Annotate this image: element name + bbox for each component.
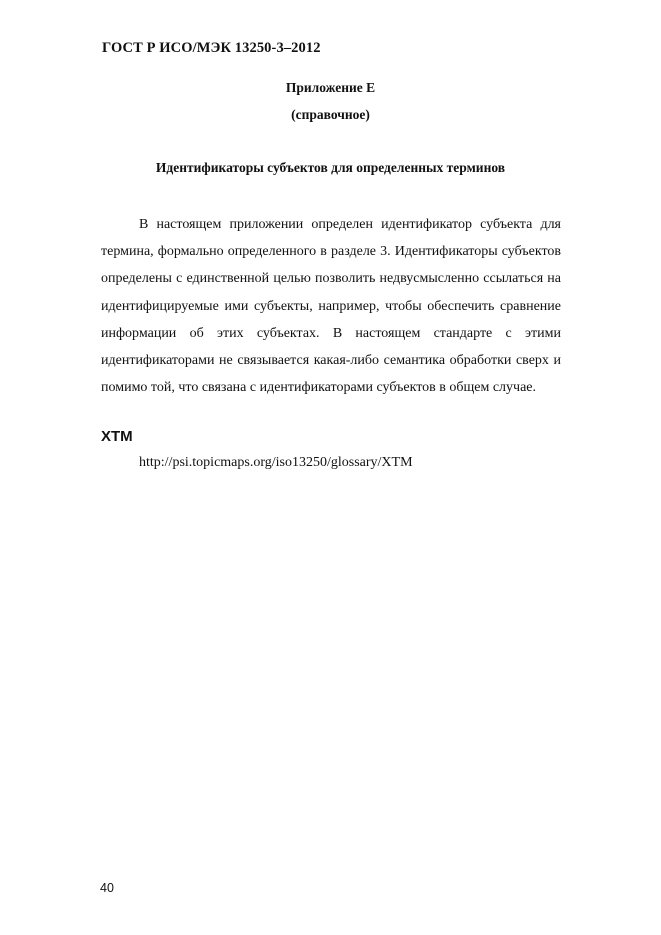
document-header: ГОСТ Р ИСО/МЭК 13250-3–2012 — [102, 40, 321, 56]
section-title: Идентификаторы субъектов для определенных терминов — [155, 160, 506, 175]
term-name: XTM — [101, 428, 133, 445]
body-paragraph: В настоящем приложении определен идентификатор субъекта для термина, формально определенного в разделе 3. Идентификаторы субъектов определены с единственной целью позволить недвусмысленно ссылаться на идентифицируемые ими субъекты, например, чтобы обеспечить сравнение информации об этих субъектах. В настоящем стандарте с этими идентификаторами не связывается какая-либо семантика обработки сверх и помимо той, что связана с идентификаторами субъектов в общем случае. — [101, 217, 561, 396]
annex-subtitle: (справочное) — [291, 107, 370, 122]
term-identifier-uri: http://psi.topicmaps.org/iso13250/glossary/XTM — [139, 455, 413, 470]
page-number: 40 — [100, 881, 114, 895]
annex-title: Приложение Е — [285, 80, 376, 95]
